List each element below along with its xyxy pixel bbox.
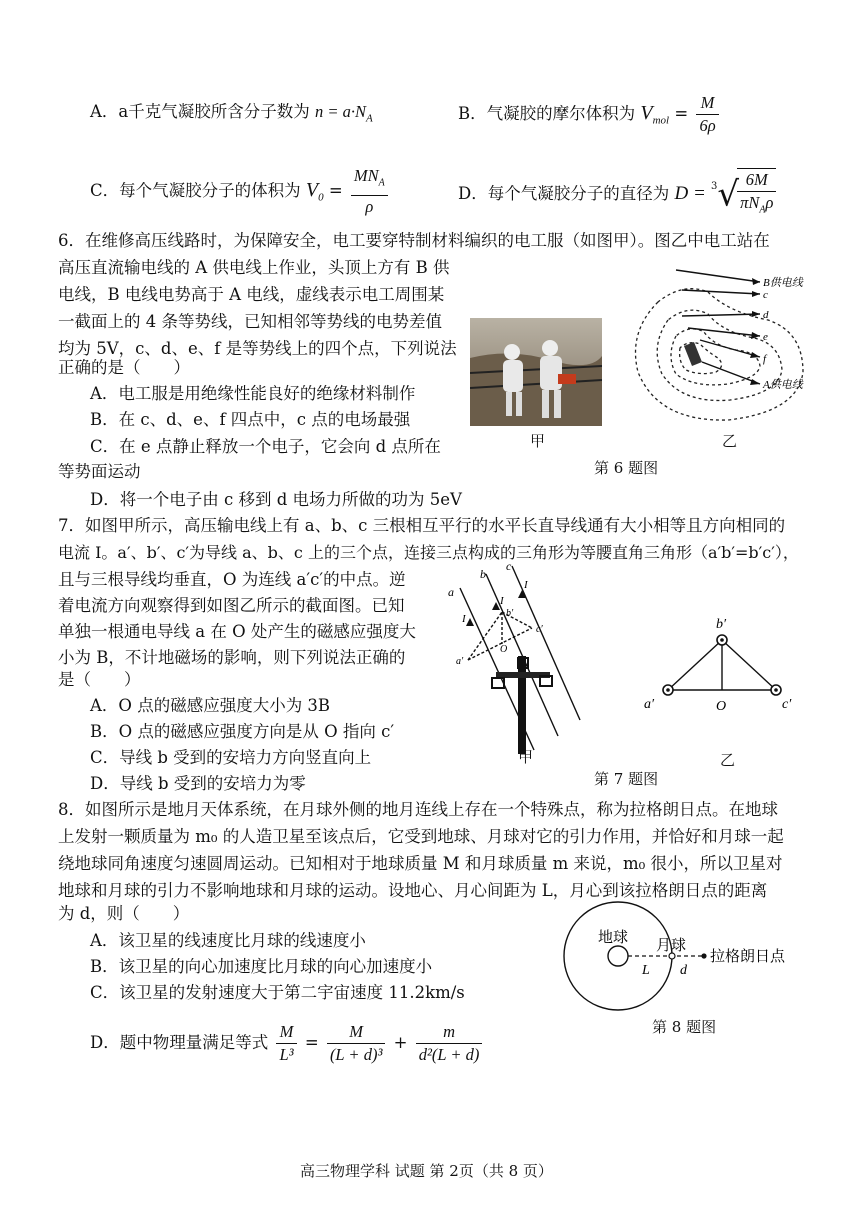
q5-d-fraction: $\frac{6M}{\pi N_A\rho}$ (737, 168, 776, 221)
point-b-prime: b′ (506, 608, 514, 619)
q6-stem-2: 高压直流输电线的 A 供电线上作业，头顶上方有 B 供 (58, 258, 450, 277)
q8-caption: 第 8 题图 (652, 1018, 717, 1036)
q6-stem-6: 正确的是（ ） (58, 358, 190, 377)
q5-b-fraction: $\frac{M}{6\rho}$ (696, 92, 718, 137)
q5-option-c: C．每个气凝胶分子的体积为 $V_0$ = $\frac{MN_A}{\rho}$ (90, 165, 391, 222)
q8-option-b: B．该卫星的向心加速度比月球的向心加速度小 (90, 957, 433, 976)
q8-option-a: A．该卫星的线速度比月球的线速度小 (90, 931, 366, 950)
q8-option-d: D．题中物理量满足等式 $\frac{M}{\text{L³}}$ = $\frac{M}{\text{(L + d)³}}$ + $\frac{m}{\text{d²(L + d)}}$ (90, 1018, 485, 1068)
q6-point-c: c (763, 289, 768, 301)
distance-l-label: L (642, 963, 650, 978)
q8-stem-5: 为 d，则（ ） (58, 904, 190, 923)
q7-wire-pole-diagram (440, 560, 590, 756)
q7-stem-6: 小为 B，不计地磁场的影响，则下列说法正确的 (58, 648, 406, 667)
wire-section-c (771, 685, 781, 695)
electrician-silhouette (684, 342, 702, 366)
q6-stem-1: 6．在维修高压线路时，为保障安全，电工要穿特制材料编织的电工服（如图甲）。图乙中电工站在 (58, 231, 770, 250)
q7-fig-label-right: 乙 (720, 751, 736, 769)
q7-stem-4: 着电流方向观察得到如图乙所示的截面图。已知 (58, 596, 405, 615)
q6-label-a-line: A供电线 (763, 379, 803, 391)
q6-stem-3: 电线，B 电线电势高于 A 电线，虚线表示电工周围某 (58, 285, 445, 304)
q7-option-a: A．O 点的磁感应强度大小为 3B (90, 696, 331, 715)
q6-photo-electricians (470, 318, 602, 426)
q6-option-d: D．将一个电子由 c 移到 d 电场力所做的功为 5eV (90, 490, 462, 509)
q7-option-d: D．导线 b 受到的安培力为零 (90, 774, 306, 793)
q6-point-f: f (763, 353, 767, 365)
q6-stem-5: 均为 5V，c、d、e、f 是等势线上的四个点，下列说法 (58, 339, 457, 358)
q6-option-c-cont: 等势面运动 (58, 462, 141, 481)
section-label-a: a′ (644, 697, 655, 712)
q8-stem-2: 上发射一颗质量为 m₀ 的人造卫星至该点后，它受到地球、月球对它的引力作用，并恰好和月球一起 (58, 827, 784, 846)
q6-fig-label-left: 甲 (530, 432, 546, 450)
lagrange-point-label: 拉格朗日点 (710, 949, 786, 965)
q6-stem-4: 一截面上的 4 条等势线，已知相邻等势线的电势差值 (58, 312, 442, 331)
q8-d-fraction-3: $\frac{m}{\text{d²(L + d)}}$ (416, 1021, 483, 1066)
q5-option-a: A．a千克气凝胶所含分子数为 $n = a\cdot N_A$ (90, 102, 373, 125)
current-label-b: I (500, 595, 504, 607)
point-o: O (500, 644, 508, 655)
wire-b-label: b (480, 567, 486, 581)
current-label-a: I (462, 613, 466, 625)
q6-point-d: d (763, 309, 769, 321)
page-footer: 高三物理学科 试题 第 2页（共 8 页） (300, 1162, 553, 1180)
section-label-c: c′ (782, 697, 792, 712)
q7-stem-7: 是（ ） (58, 670, 141, 689)
q8-stem-3: 绕地球同角速度匀速圆周运动。已知相对于地球质量 M 和月球质量 m 来说，m₀ 很小，所以卫星对 (58, 854, 783, 873)
q6-caption: 第 6 题图 (594, 459, 659, 477)
q7-stem-3: 且与三根导线均垂直，O 为连线 a′c′的中点。逆 (58, 570, 406, 589)
q8-d-fraction-1: $\frac{M}{\text{L³}}$ (276, 1021, 296, 1066)
q8-option-c: C．该卫星的发射速度大于第二宇宙速度 11.2km/s (90, 983, 465, 1002)
q8-d-fraction-2: $\frac{M}{\text{(L + d)³}}$ (327, 1021, 385, 1066)
section-label-b: b′ (716, 618, 727, 632)
q7-stem-1: 7．如图甲所示，高压输电线上有 a、b、c 三根相互平行的水平长直导线通有大小相等且方向相同的 (58, 516, 786, 535)
section-label-o: O (716, 699, 727, 714)
utility-pole (518, 656, 526, 754)
lagrange-point-dot (701, 953, 706, 958)
q7-caption: 第 7 题图 (594, 770, 659, 788)
q6-option-b: B．在 c、d、e、f 四点中，c 点的电场最强 (90, 410, 411, 429)
current-label-c: I (524, 579, 528, 591)
moon-orbit (564, 902, 672, 1010)
q5-option-b: B．气凝胶的摩尔体积为 $V_{mol}$ = $\frac{M}{6\rho}$ (458, 88, 722, 145)
q7-cross-section-diagram (640, 618, 820, 718)
point-c-prime: c′ (536, 624, 543, 635)
point-a-prime: a′ (456, 656, 464, 667)
distance-d-label: d (680, 963, 687, 978)
q8-earth-moon-diagram (560, 900, 810, 1015)
q6-fig-label-right: 乙 (722, 432, 738, 450)
q5-c-fraction: $\frac{MN_A}{\rho}$ (351, 165, 388, 217)
wire-a-label: a (448, 585, 454, 599)
q5-option-d: D．每个气凝胶分子的直径为 D = $^3$√ $\frac{6M}{\pi N_A\rho}$ (458, 160, 779, 222)
wire-c-label: c (506, 560, 512, 573)
q6-option-a: A．电工服是用绝缘性能良好的绝缘材料制作 (90, 384, 416, 403)
q6-option-c: C．在 e 点静止释放一个电子，它会向 d 点所在 (90, 437, 441, 456)
q6-point-e: e (763, 331, 768, 343)
earth-circle (608, 946, 628, 966)
q6-equipotential-diagram (618, 262, 828, 432)
q7-option-c: C．导线 b 受到的安培力方向竖直向上 (90, 748, 372, 767)
wire-section-b (717, 635, 727, 645)
moon-label: 月球 (656, 938, 687, 954)
q8-stem-4: 地球和月球的引力不影响地球和月球的运动。设地心、月心间距为 L，月心到该拉格朗日点的距离 (58, 881, 768, 900)
q7-stem-5: 单独一根通电导线 a 在 O 处产生的磁感应强度大 (58, 622, 416, 641)
q7-option-b: B．O 点的磁感应强度方向是从 O 指向 c′ (90, 722, 395, 741)
wire-section-a (663, 685, 673, 695)
q7-fig-label-left: 甲 (518, 748, 534, 766)
earth-label: 地球 (598, 930, 629, 946)
q6-label-b-line: B供电线 (763, 277, 803, 289)
q8-stem-1: 8．如图所示是地月天体系统，在月球外侧的地月连线上存在一个特殊点，称为拉格朗日点。在地球 (58, 800, 778, 819)
q7-stem-2: 电流 I。a′、b′、c′为导线 a、b、c 上的三个点，连接三点构成的三角形为等腰直角三角形（a′b′=b′c′）， (58, 543, 799, 562)
